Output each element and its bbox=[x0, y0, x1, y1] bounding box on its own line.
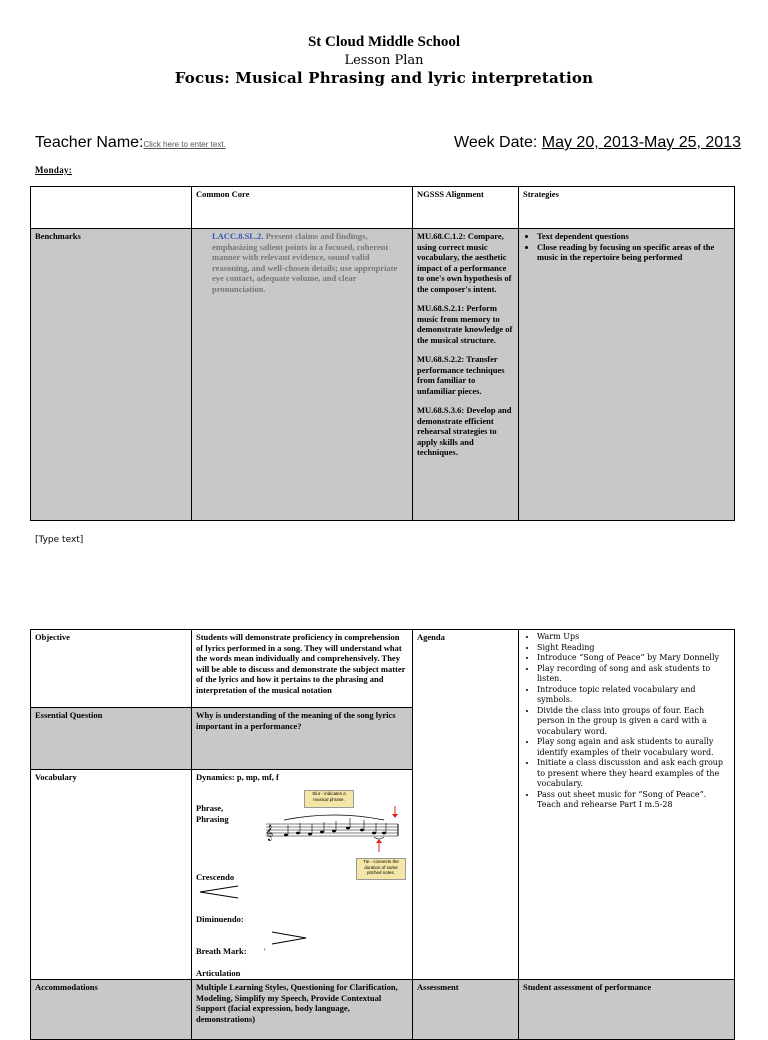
strategy-item: • Text dependent questions bbox=[537, 231, 730, 242]
accommodations-label: Accommodations bbox=[31, 980, 192, 1040]
vocabulary-label: Vocabulary bbox=[31, 770, 192, 980]
crescendo-symbol bbox=[198, 884, 240, 900]
essential-question-text: Why is understanding of the meaning of the song lyrics important in a performance? bbox=[192, 708, 413, 770]
strategies-cell bbox=[519, 229, 735, 521]
agenda-item: • Sight Reading bbox=[537, 643, 730, 654]
teacher-label: Teacher Name: bbox=[35, 134, 144, 151]
header-empty-cell bbox=[31, 187, 192, 229]
cc-description: Present claims and findings, emphasizing salient points in a focused, coherent manner with relevant evidence, sound valid reasoning, and well-chosen details; use appropriate eye contact, adequate volume, and clear pronunciation. bbox=[212, 231, 398, 294]
lesson-details-table bbox=[30, 629, 735, 1040]
focus-title: Focus: Musical Phrasing and lyric interpretation bbox=[174, 69, 594, 87]
assessment-label: Assessment bbox=[413, 980, 519, 1040]
breath-mark-symbol: ' bbox=[264, 946, 266, 956]
header-ngsss: NGSSS Alignment bbox=[413, 187, 519, 229]
vocab-phrasing: Phrasing bbox=[196, 814, 229, 824]
week-label: Week Date: bbox=[454, 134, 538, 151]
ngsss-item: MU.68.S.3.6: Develop and demonstrate efficient rehearsal strategies to apply skills and techniques. bbox=[417, 405, 512, 457]
vocab-articulation: Articulation bbox=[196, 968, 241, 978]
school-name: St Cloud Middle School bbox=[307, 34, 461, 50]
essential-question-label: Essential Question bbox=[31, 708, 192, 770]
teacher-name-field bbox=[35, 134, 226, 152]
doc-type: Lesson Plan bbox=[344, 53, 424, 68]
vocab-phrase: Phrase, bbox=[196, 803, 224, 813]
diminuendo-symbol bbox=[270, 930, 308, 946]
benchmarks-label: Benchmarks bbox=[31, 229, 192, 521]
cc-code-link[interactable]: LACC.8.SL.2. bbox=[212, 231, 264, 241]
week-date-field bbox=[454, 134, 741, 152]
day-heading: Monday: bbox=[35, 165, 73, 175]
week-date-value[interactable]: May 20, 2013-May 25, 2013 bbox=[541, 134, 741, 151]
accommodations-text: Multiple Learning Styles, Questioning for Clarification, Modeling, Simplify my Speech, Provide Contextual Support (facial expression, body language, demonstrations) bbox=[192, 980, 413, 1040]
agenda-cell bbox=[519, 630, 735, 980]
objective-text: Students will demonstrate proficiency in comprehension of lyrics performed in a song. They will understand what the words mean individually and comprehensively. They will be able to discuss and demonstrate the subject matter of the lyrics and how it pertains to the phrasing and interpretation of the musical notation bbox=[192, 630, 413, 708]
strategy-item: • Close reading by focusing on specific areas of the music in the repertoire being performed bbox=[537, 242, 730, 263]
type-text-placeholder[interactable]: [Type text] bbox=[35, 535, 84, 545]
agenda-item: • Introduce topic related vocabulary and symbols. bbox=[537, 685, 730, 706]
agenda-item: • Initiate a class discussion and ask each group to present where they heard examples of the vocabulary. bbox=[537, 758, 730, 790]
agenda-item: • Warm Ups bbox=[537, 632, 730, 643]
vocabulary-cell bbox=[192, 770, 413, 980]
header-common-core: Common Core bbox=[192, 187, 413, 229]
ngsss-item: MU.68.C.1.2: Compare, using correct music vocabulary, the aesthetic impact of a performance to one's own hypothesis of the composer's intent. bbox=[417, 231, 512, 294]
music-staff-image bbox=[264, 806, 412, 856]
benchmarks-table bbox=[30, 186, 735, 521]
vocab-dynamics: Dynamics: p, mp, mf, f bbox=[196, 772, 279, 782]
vocab-crescendo: Crescendo bbox=[196, 872, 235, 882]
svg-text:𝄞: 𝄞 bbox=[265, 825, 274, 841]
vocab-diminuendo: Diminuendo: bbox=[196, 914, 244, 924]
vocab-breath-mark: Breath Mark: bbox=[196, 946, 247, 956]
ngsss-cell bbox=[413, 229, 519, 521]
assessment-text: Student assessment of performance bbox=[519, 980, 735, 1040]
agenda-label: Agenda bbox=[413, 630, 519, 980]
ngsss-item: MU.68.S.2.2: Transfer performance techniques from familiar to unfamiliar pieces. bbox=[417, 354, 505, 396]
teacher-name-input[interactable]: Click here to enter text. bbox=[143, 140, 226, 149]
agenda-item: • Play recording of song and ask students to listen. bbox=[537, 664, 730, 685]
agenda-item: • Play song again and ask students to aurally identify examples of their vocabulary word. bbox=[537, 737, 730, 758]
tie-callout: Tie - connects the duration of same pitched notes. bbox=[356, 858, 406, 880]
header-strategies: Strategies bbox=[519, 187, 735, 229]
agenda-item: • Divide the class into groups of four. Each person in the group is given a card with a vocabulary word. bbox=[537, 706, 730, 738]
slur-callout: Slur - indicates a musical phrase. bbox=[304, 790, 354, 808]
agenda-item: • Introduce “Song of Peace” by Mary Donnelly bbox=[537, 653, 730, 664]
ngsss-item: MU.68.S.2.1: Perform music from memory to demonstrate knowledge of the musical structure. bbox=[417, 303, 513, 345]
objective-label: Objective bbox=[31, 630, 192, 708]
agenda-item: • Pass out sheet music for “Song of Peace”. Teach and rehearse Part I m.5-28 bbox=[537, 790, 730, 811]
common-core-cell bbox=[192, 229, 413, 521]
